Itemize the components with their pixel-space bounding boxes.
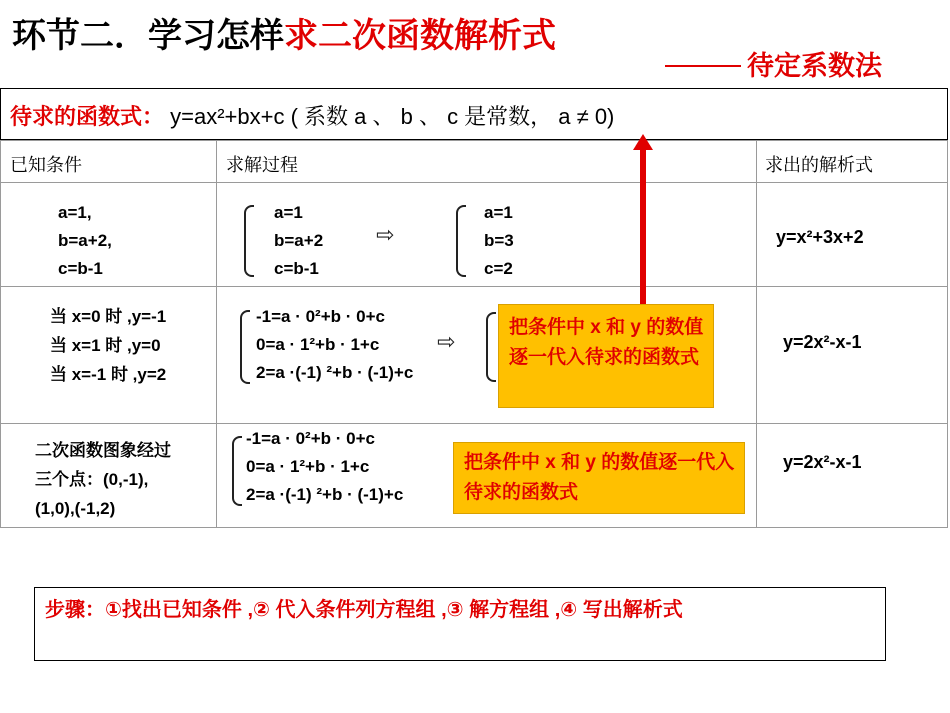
row2-result: y=2x²-x-1 <box>783 332 862 352</box>
equation-line: b=a+2 <box>274 231 324 250</box>
arrow-head <box>633 134 653 150</box>
implies-arrow-icon: ⇨ <box>376 222 395 247</box>
subtitle-dash <box>665 65 741 67</box>
header-conditions: 已知条件 <box>10 155 82 175</box>
row3-conditions: 二次函数图象经过三个点：(0,-1), (1,0),(-1,2) <box>35 441 171 518</box>
condition-line: a=1, <box>58 203 92 222</box>
condition-line: 当 x=-1 时 ,y=2 <box>50 365 167 384</box>
formula-label: 待求的函数式： <box>10 104 165 129</box>
callout-substitute-2: 把条件中 x 和 y 的数值逐一代入待求的函数式 <box>453 442 745 514</box>
subtitle-text: 待定系数法 <box>747 51 882 81</box>
equation-line: -1=a · 0²+b · 0+c <box>246 429 375 448</box>
equation-line: 2=a ·(-1) ²+b · (-1)+c <box>256 363 414 382</box>
equation-line: 2=a ·(-1) ²+b · (-1)+c <box>246 485 404 504</box>
condition-line: b=a+2, <box>58 231 112 250</box>
row3-result: y=2x²-x-1 <box>783 452 862 472</box>
row1-system1 <box>274 199 323 283</box>
grid-line <box>0 286 948 287</box>
row2-system1 <box>256 303 413 387</box>
header-result: 求出的解析式 <box>765 155 873 175</box>
subtitle <box>665 44 882 83</box>
page-title <box>12 8 556 57</box>
implies-arrow-icon: ⇨ <box>437 329 456 354</box>
grid-line <box>756 140 757 528</box>
grid-line <box>0 140 948 141</box>
equation-line: a=1 <box>274 203 303 222</box>
grid-line <box>0 182 948 183</box>
formula-line <box>10 100 614 131</box>
brace <box>240 310 250 384</box>
brace <box>486 312 496 382</box>
title-red: 求二次函数解析式 <box>284 17 556 55</box>
header-process: 求解过程 <box>226 155 298 175</box>
equation-line: c=b-1 <box>274 259 319 278</box>
condition-line: 当 x=0 时 ,y=-1 <box>50 307 167 326</box>
grid-line <box>0 423 948 424</box>
arrow-shaft <box>640 148 646 312</box>
row2-conditions <box>50 302 196 389</box>
steps-text: 步骤：①找出已知条件 ,② 代入条件列方程组 ,③ 解方程组 ,④ 写出解析式 <box>45 599 683 621</box>
condition-line: 当 x=1 时 ,y=0 <box>50 336 161 355</box>
grid-line <box>0 527 948 528</box>
row3-system1 <box>246 425 403 509</box>
row1-result: y=x²+3x+2 <box>776 227 864 247</box>
equation-line: c=2 <box>484 259 513 278</box>
equation-line: 0=a · 1²+b · 1+c <box>256 335 380 354</box>
title-black: 环节二．学习怎样 <box>12 17 284 55</box>
equation-line: -1=a · 0²+b · 0+c <box>256 307 385 326</box>
grid-line <box>0 140 1 528</box>
formula-text: y=ax²+bx+c ( 系数 a 、 b 、 c 是常数， a ≠ 0) <box>170 104 615 129</box>
callout-substitute-1: 把条件中 x 和 y 的数值逐一代入待求的函数式 <box>498 304 714 408</box>
equation-line: 0=a · 1²+b · 1+c <box>246 457 370 476</box>
brace <box>456 205 466 277</box>
equation-line: b=3 <box>484 231 514 250</box>
condition-line: c=b-1 <box>58 259 103 278</box>
brace <box>232 436 242 506</box>
equation-line: a=1 <box>484 203 513 222</box>
brace <box>244 205 254 277</box>
grid-line <box>947 140 948 528</box>
red-up-arrow-icon <box>630 132 656 312</box>
row1-conditions <box>58 199 112 283</box>
row1-system2 <box>484 199 514 283</box>
grid-line <box>216 140 217 528</box>
